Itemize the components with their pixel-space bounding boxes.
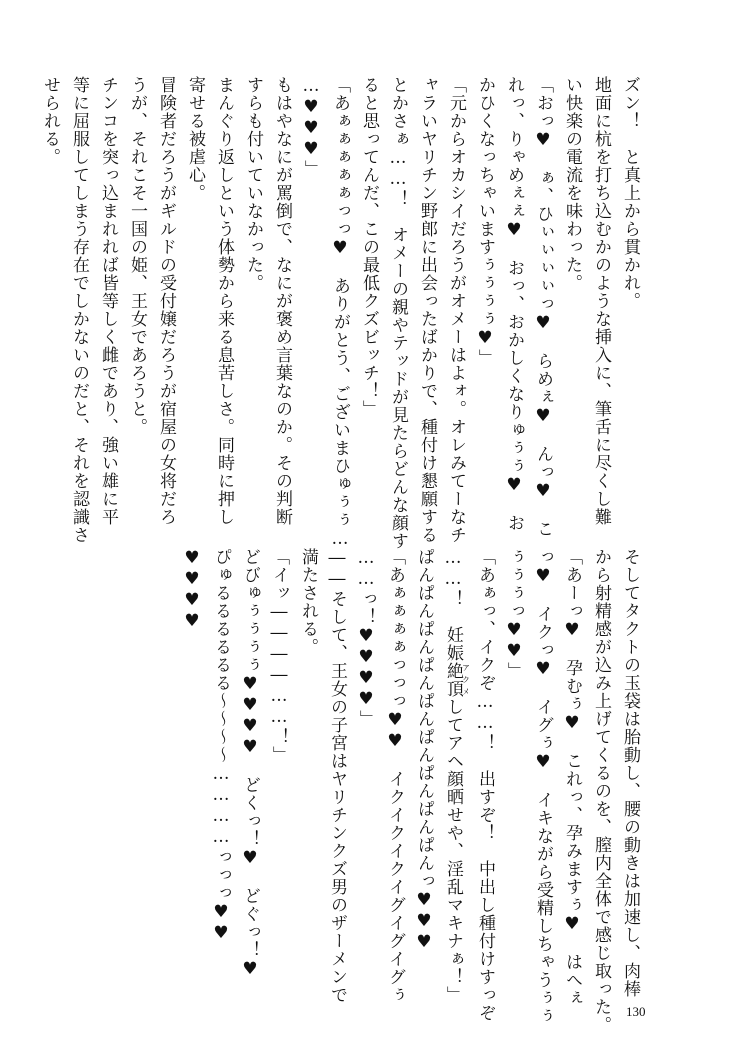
text-line: ――そして、王女の子宮はヤリチンクズ男のザーメンで bbox=[327, 548, 347, 1004]
text-line: どびゅぅぅぅぅ♥♥♥♥ どくっ！♥ どぐっ！♥ bbox=[240, 548, 260, 980]
text-line: うが、それこそ一国の姫、王女であろうと。 bbox=[127, 76, 147, 436]
text-line: 等に屈服してしまう存在でしかないのだと、それを認識さ bbox=[69, 76, 89, 544]
text-line: 寄せる被虐心。 bbox=[185, 76, 205, 202]
text-line: ると思ってんだ、この最低クズビッチ！」 bbox=[359, 76, 379, 418]
text-line: っ♥ イクっ♥ イグぅ♥ イキながら受精しちゃうぅぅ bbox=[533, 548, 553, 1025]
text-line: ズン！ と真上から貫かれ。 bbox=[620, 76, 640, 310]
ruby-gloss: 絶頂アクメ bbox=[443, 662, 471, 698]
text-line: ……っ！♥♥♥♥」 bbox=[356, 548, 376, 728]
text-line: 「あーっ♥ 孕むぅ♥ これっ、孕みますぅ♥ はへぇ bbox=[562, 548, 582, 1007]
text-line: そしてタクトの玉袋は胎動し、腰の動きは加速し、肉棒 bbox=[620, 548, 640, 998]
text-line: ♥♥♥♥ bbox=[182, 548, 202, 632]
text-line: 「おっ♥ ぁ、ひぃぃぃぃっ♥ らめぇ♥ んっ♥ こ bbox=[533, 76, 553, 538]
text-line: 地面に杭を打ち込むかのような挿入に、筆舌に尽くし難 bbox=[591, 76, 611, 526]
text-line: 冒険者だろうがギルドの受付嬢だろうが宿屋の女将だろ bbox=[156, 76, 176, 526]
text-line: 「元からオカシイだろうがオメーはよォ。オレみてーなチ bbox=[446, 76, 466, 544]
text-line: …♥♥♥」 bbox=[301, 76, 321, 178]
text-line: ぅぅぅっ♥♥」 bbox=[504, 548, 524, 680]
text-line: せられる。 bbox=[40, 76, 60, 166]
text-block-upper bbox=[35, 76, 644, 550]
text-line: 満たされる。 bbox=[298, 548, 318, 656]
text-line: ャラいヤリチン野郎に出会ったばかりで、種付け懇願する bbox=[417, 76, 437, 544]
text-line: から射精感が込み上げてくるのを、膣内全体で感じ取った。 bbox=[591, 548, 611, 1034]
text-line: ぱんぱんぱんぱんぱんぱんぱんぱんぱんっ♥♥♥ bbox=[414, 548, 434, 953]
text-line: とかさぁ……！ オメーの親やテッドが見たらどんな顔す bbox=[388, 76, 408, 550]
text-line: れっ、りゃめぇぇ♥ おっ、おかしくなりゅぅぅ♥ お bbox=[504, 76, 524, 532]
ruby-text: アクメ bbox=[461, 662, 471, 698]
page-number: 130 bbox=[626, 1004, 646, 1019]
text-line: ……！ 妊娠絶頂アクメしてアヘ顔晒せや、淫乱マキナぁ！」 bbox=[443, 548, 471, 1004]
text-line: もはやなにが罵倒で、なにが褒め言葉なのか。その判断 bbox=[272, 76, 292, 526]
text-line: かひくなっちゃいますぅぅぅぅ♥」 bbox=[475, 76, 495, 367]
text-line: 「イッ――――……！」 bbox=[269, 548, 289, 764]
text-line: い快楽の電流を味わった。 bbox=[562, 76, 582, 292]
text-line: 「あぁっ、イクぞ……！ 出すぞ！ 中出し種付けすっぞ bbox=[475, 548, 495, 1022]
text-line: ぴゅるるるるるる～～～～…………っっっ♥♥ bbox=[211, 548, 231, 944]
text-line: 「あぁぁぁぁっっっ♥♥ イクイクイクイグイグイグぅ bbox=[385, 548, 405, 1004]
text-line: チンコを突っ込まれれば皆等しく雌であり、強い雄に平 bbox=[98, 76, 118, 526]
text-line: 「あぁぁぁぁぁっっ♥ ありがとう、ございまひゅぅぅ… bbox=[330, 76, 350, 550]
text-line: すらも付いていなかった。 bbox=[243, 76, 263, 292]
text-line: まんぐり返しという体勢から来る息苦しさ。同時に押し bbox=[214, 76, 234, 526]
